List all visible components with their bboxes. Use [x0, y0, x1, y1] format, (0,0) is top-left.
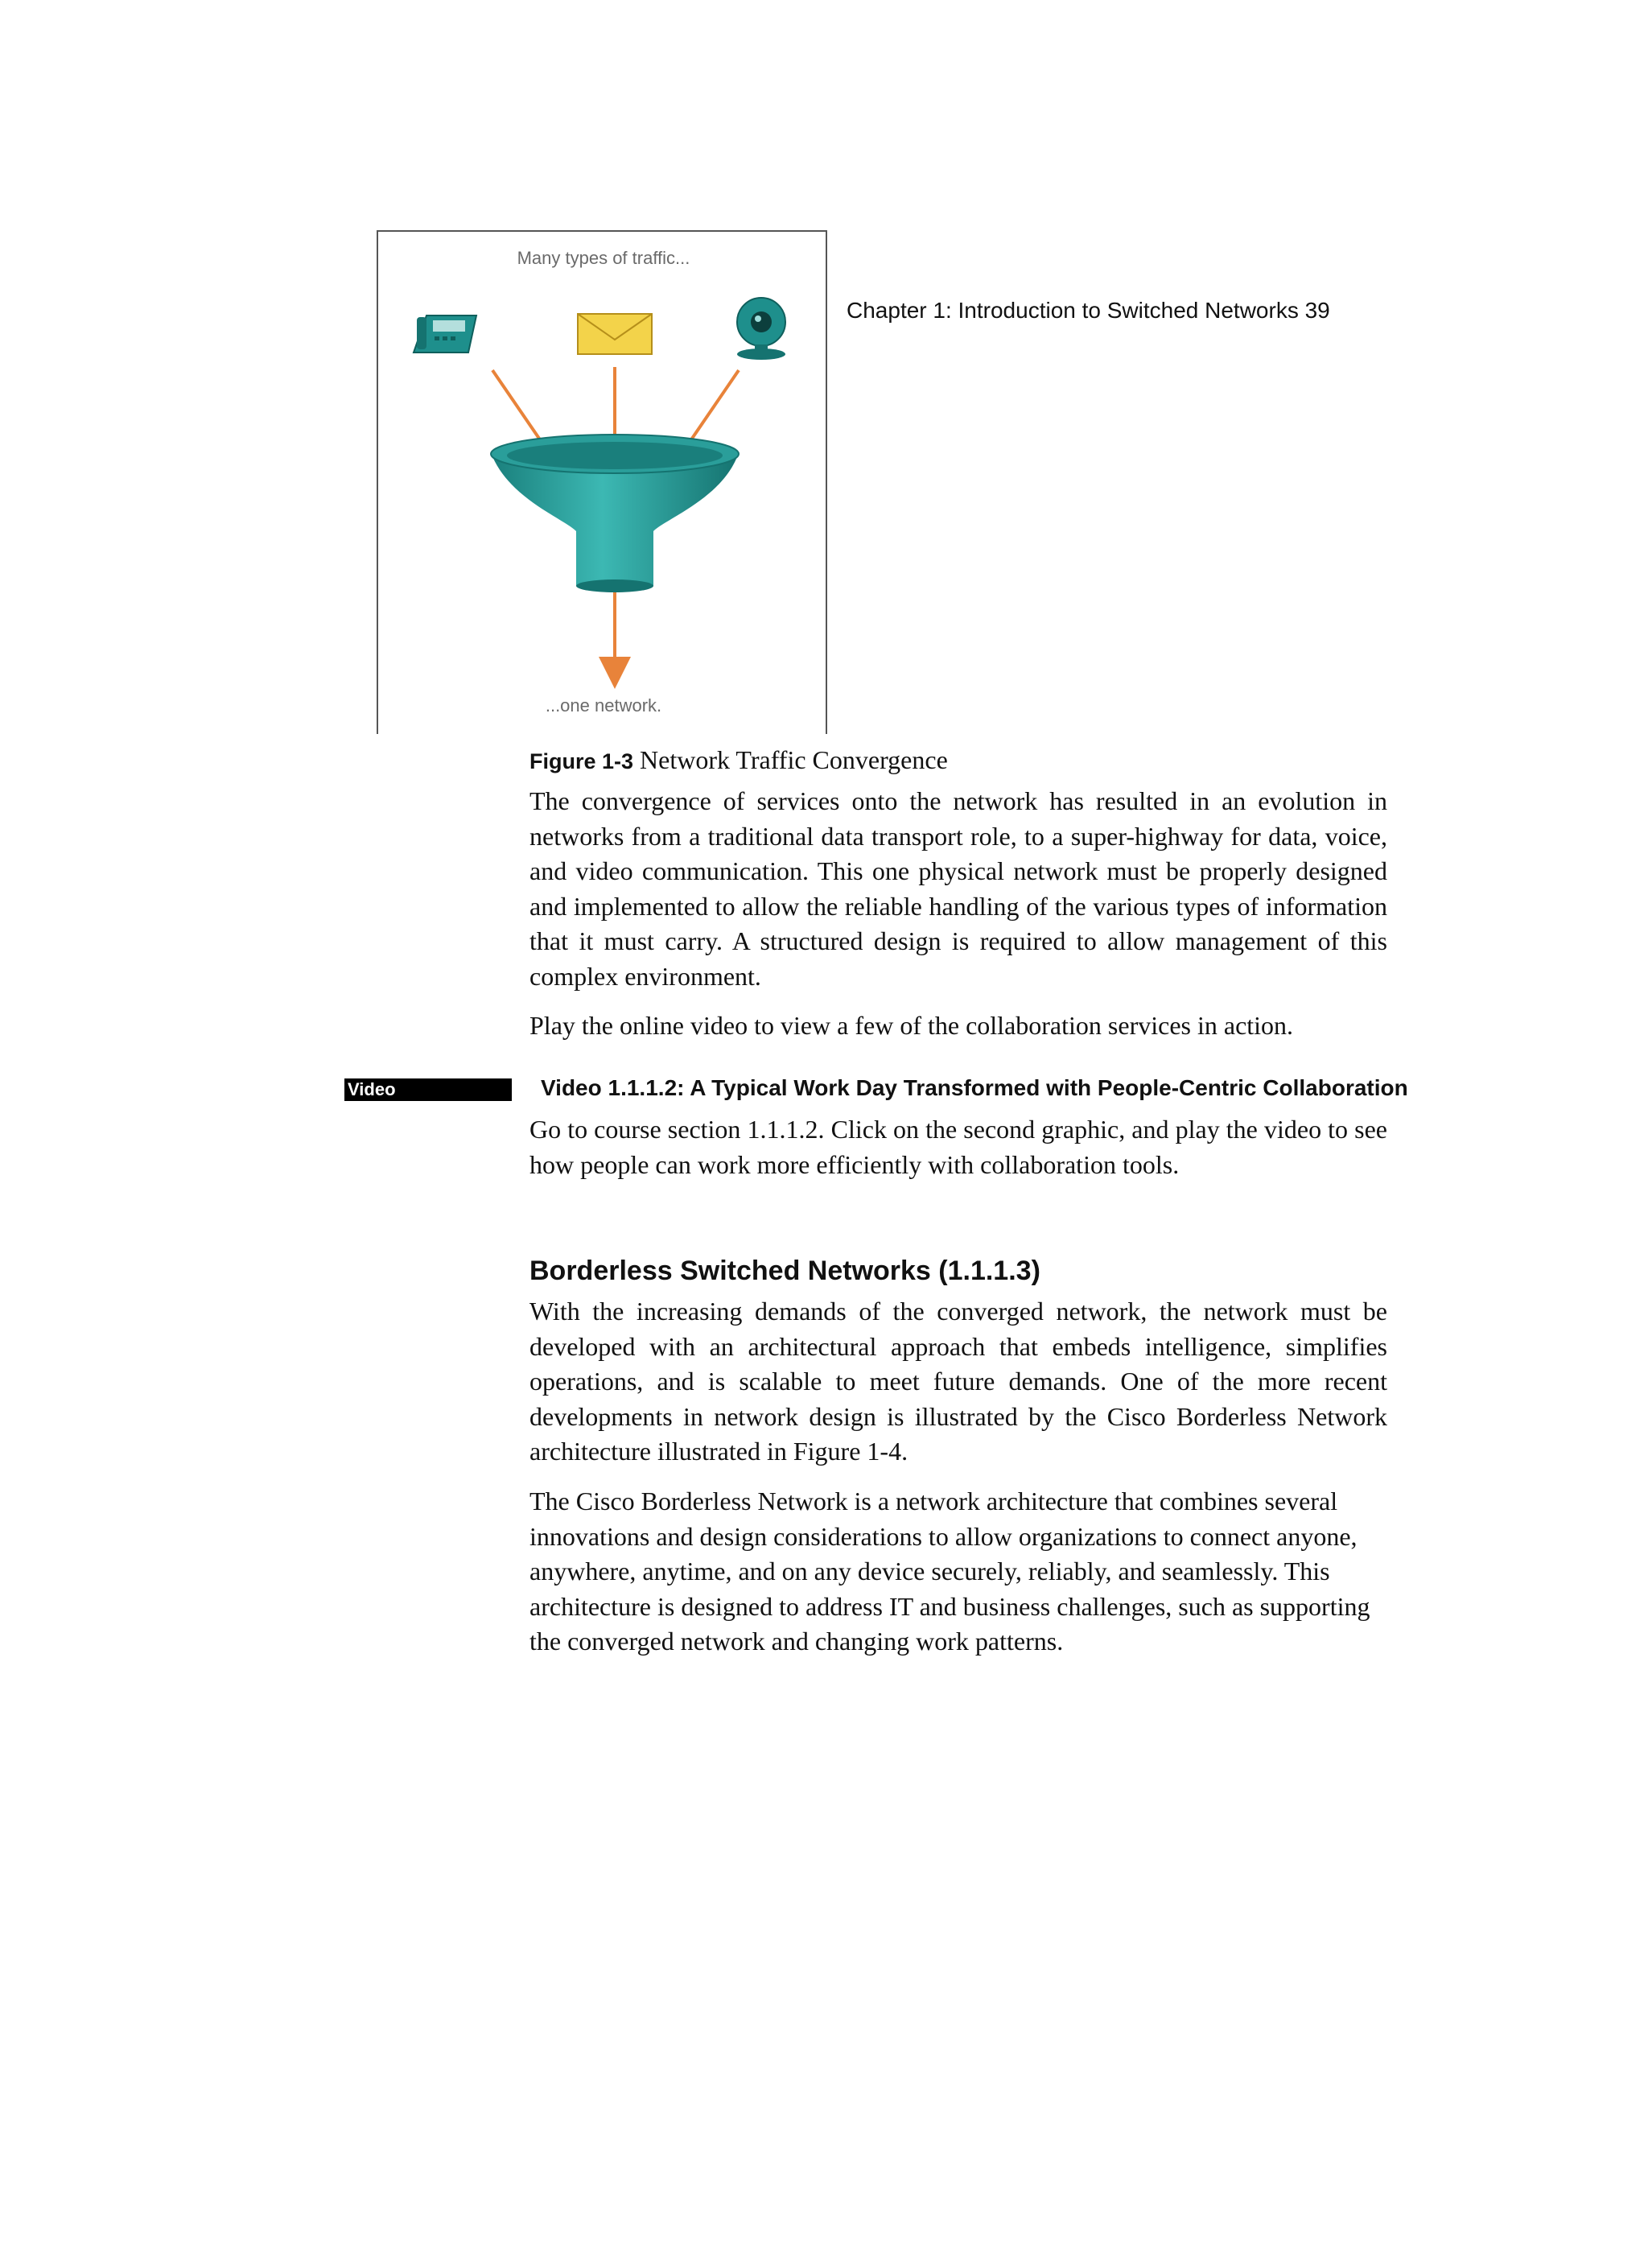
paragraph-convergence: The convergence of services onto the network has resulted in an evolution in networks from a traditional data transport role, to a super-highway for data, voice, and video communication. This one physical network must be properly designed and implemented to allow the reliable handling of the various types of information that it must carry. A structured design is required to allow management of this complex environment.: [529, 786, 1387, 991]
paragraph-borderless-intro: With the increasing demands of the converged network, the network must be developed with an architectural approach that embeds intelligence, simplifies operations, and is scalable to meet future demands. One of the more recent developments in network design is illustrated by the Cisco Borderless Network architecture illustrated in Figure 1-4.: [529, 1297, 1387, 1466]
figure-1-3-illustration: [377, 230, 827, 734]
figure-caption: [529, 745, 948, 775]
running-header: Chapter 1: Introduction to Switched Networks 39: [847, 298, 1330, 323]
paragraph-borderless-architecture: The Cisco Borderless Network is a network architecture that combines several innovations and design considerations to allow organizations to connect anyone, anywhere, anytime, and on any device securely, reliably, and seamlessly. This architecture is designed to address IT and business challenges, such as supporting the converged network and changing work patterns.: [529, 1487, 1370, 1656]
ip-phone-icon: [414, 315, 476, 353]
webcam-icon: [737, 298, 785, 360]
section-heading: Borderless Switched Networks (1.1.1.3): [529, 1256, 1040, 1286]
video-tag-badge: Video: [344, 1078, 512, 1101]
figure-bottom-text: ...one network.: [545, 695, 662, 715]
paragraph-play-video: Play the online video to view a few of the collaboration services in action.: [529, 1011, 1294, 1040]
figure-top-text: Many types of traffic...: [517, 248, 690, 268]
paragraph-course-section: Go to course section 1.1.1.2. Click on the second graphic, and play the video to see how people can work more efficiently with collaboration tools.: [529, 1115, 1387, 1179]
video-title: Video 1.1.1.2: A Typical Work Day Transformed with People-Centric Collaboration: [541, 1075, 1408, 1100]
figure-title: Network Traffic Convergence: [640, 745, 948, 774]
email-envelope-icon: [578, 314, 652, 354]
funnel-icon: [491, 435, 739, 592]
figure-number: Figure 1-3: [529, 749, 634, 773]
convergence-diagram: [378, 232, 829, 736]
